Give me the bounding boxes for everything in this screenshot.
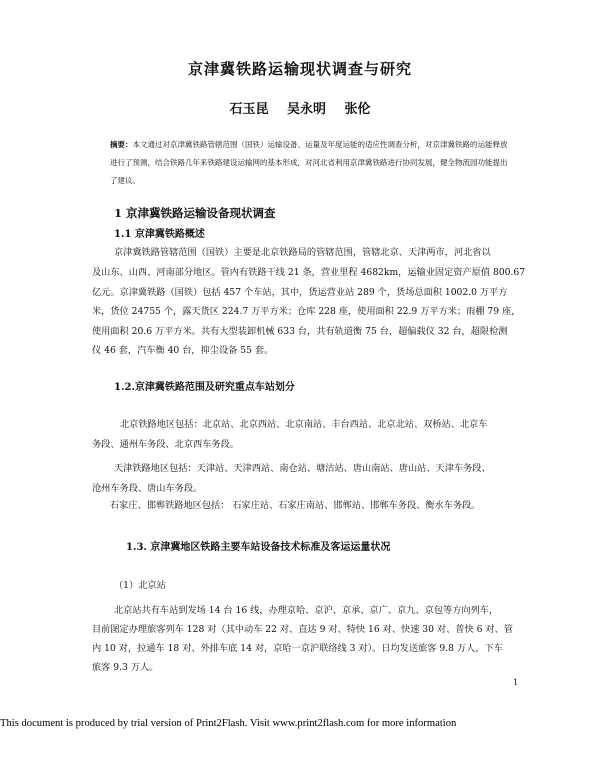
paragraph-line: 目前图定办理旅客列车 128 对（其中动车 22 对、直达 9 对、特快 16 对、快速 30 对、普快 6 对、管 bbox=[92, 624, 513, 635]
abstract-text: 本文通过对京津冀铁路管辖范围（国铁）运输设备、运量及年度运能的适应性调查分析，对京津冀铁路的运能释放进行了预测，结合铁路几年来铁路建设运输网的基本形成，对河北省利用京津冀铁路进行协同发展，健全物流园功能提出了建议。 bbox=[110, 140, 508, 185]
page-number: 1 bbox=[513, 678, 519, 687]
paragraph-line: 米，货位 24755 个，露天货区 224.7 万平方米；仓库 228 座，使用面积 22.9 万平方米；雨棚 79 座， bbox=[92, 306, 521, 317]
section-1-heading: 1 京津冀铁路运输设备现状调查 bbox=[114, 206, 276, 220]
paragraph-line: 天津铁路地区包括：天津站、天津西站、南仓站、塘沽站、唐山南站、唐山站、天津车务段、 bbox=[114, 463, 491, 474]
paragraph-line: 及山东、山西、河南部分地区。管内有铁路干线 21 条，营业里程 4682km，运输业固定资产原值 800.67 bbox=[92, 267, 526, 278]
trial-watermark-footer: This document is produced by trial version of Print2Flash. Visit www.print2flash.com for more information bbox=[0, 718, 457, 729]
paragraph-line: 仪 46 套，汽车衡 40 台，抑尘设备 55 套。 bbox=[92, 345, 274, 356]
paragraph-line: 北京站共有车站到发场 14 台 16 线，办理京哈、京沪、京承、京广、京九、京包等方向列车， bbox=[114, 605, 499, 616]
section-1-2-heading: 1.2.京津冀铁路范围及研究重点车站划分 bbox=[114, 382, 295, 393]
paragraph-line: 沧州车务段、唐山车务段。 bbox=[92, 483, 203, 494]
authors: 石玉昆 吴永明 张伦 bbox=[229, 102, 371, 117]
paragraph-line: 石家庄、邯郸铁路地区包括： 石家庄站、石家庄南站、邯郸站、邯郸车务段、衡水车务段。 bbox=[110, 500, 481, 511]
page-title: 京津冀铁路运输现状调查与研究 bbox=[187, 60, 412, 78]
paragraph-line: 使用面积 20.6 万平方米。共有大型装卸机械 633 台，共有轨道衡 75 台，超偏载仪 32 台，超限检测 bbox=[92, 326, 508, 337]
paragraph-line: 内 10 对，拉通车 18 对、外排车底 14 对，京哈一京沪联络线 3 对）。日均发送旅客 9.8 万人，下车 bbox=[92, 643, 503, 654]
paragraph-line: 亿元。京津冀铁路（国铁）包括 457 个车站，其中，货运营业站 289 个，货场总面积 1002.0 万平方 bbox=[92, 287, 508, 298]
abstract bbox=[110, 136, 512, 190]
section-1-3-heading: 1.3. 京津冀地区铁路主要车站设备技术标准及客运运量状况 bbox=[126, 542, 391, 553]
paragraph-line: 旅客 9.3 万人。 bbox=[92, 662, 159, 673]
abstract-label: 摘要： bbox=[110, 140, 133, 149]
paragraph-line: 务段、通州车务段、北京西车务段。 bbox=[92, 439, 239, 450]
paragraph-line: 北京铁路地区包括：北京站、北京西站、北京南站、丰台西站、北京北站、双桥站、北京车 bbox=[120, 419, 488, 430]
paragraph-line: 京津冀铁路管辖范围（国铁）主要是北京铁路局的管辖范围，管辖北京、天津两市，河北省以 bbox=[114, 247, 491, 258]
section-1-1-heading: 1.1 京津冀铁路概述 bbox=[114, 229, 205, 240]
subsection-heading: （1）北京站 bbox=[114, 580, 166, 591]
